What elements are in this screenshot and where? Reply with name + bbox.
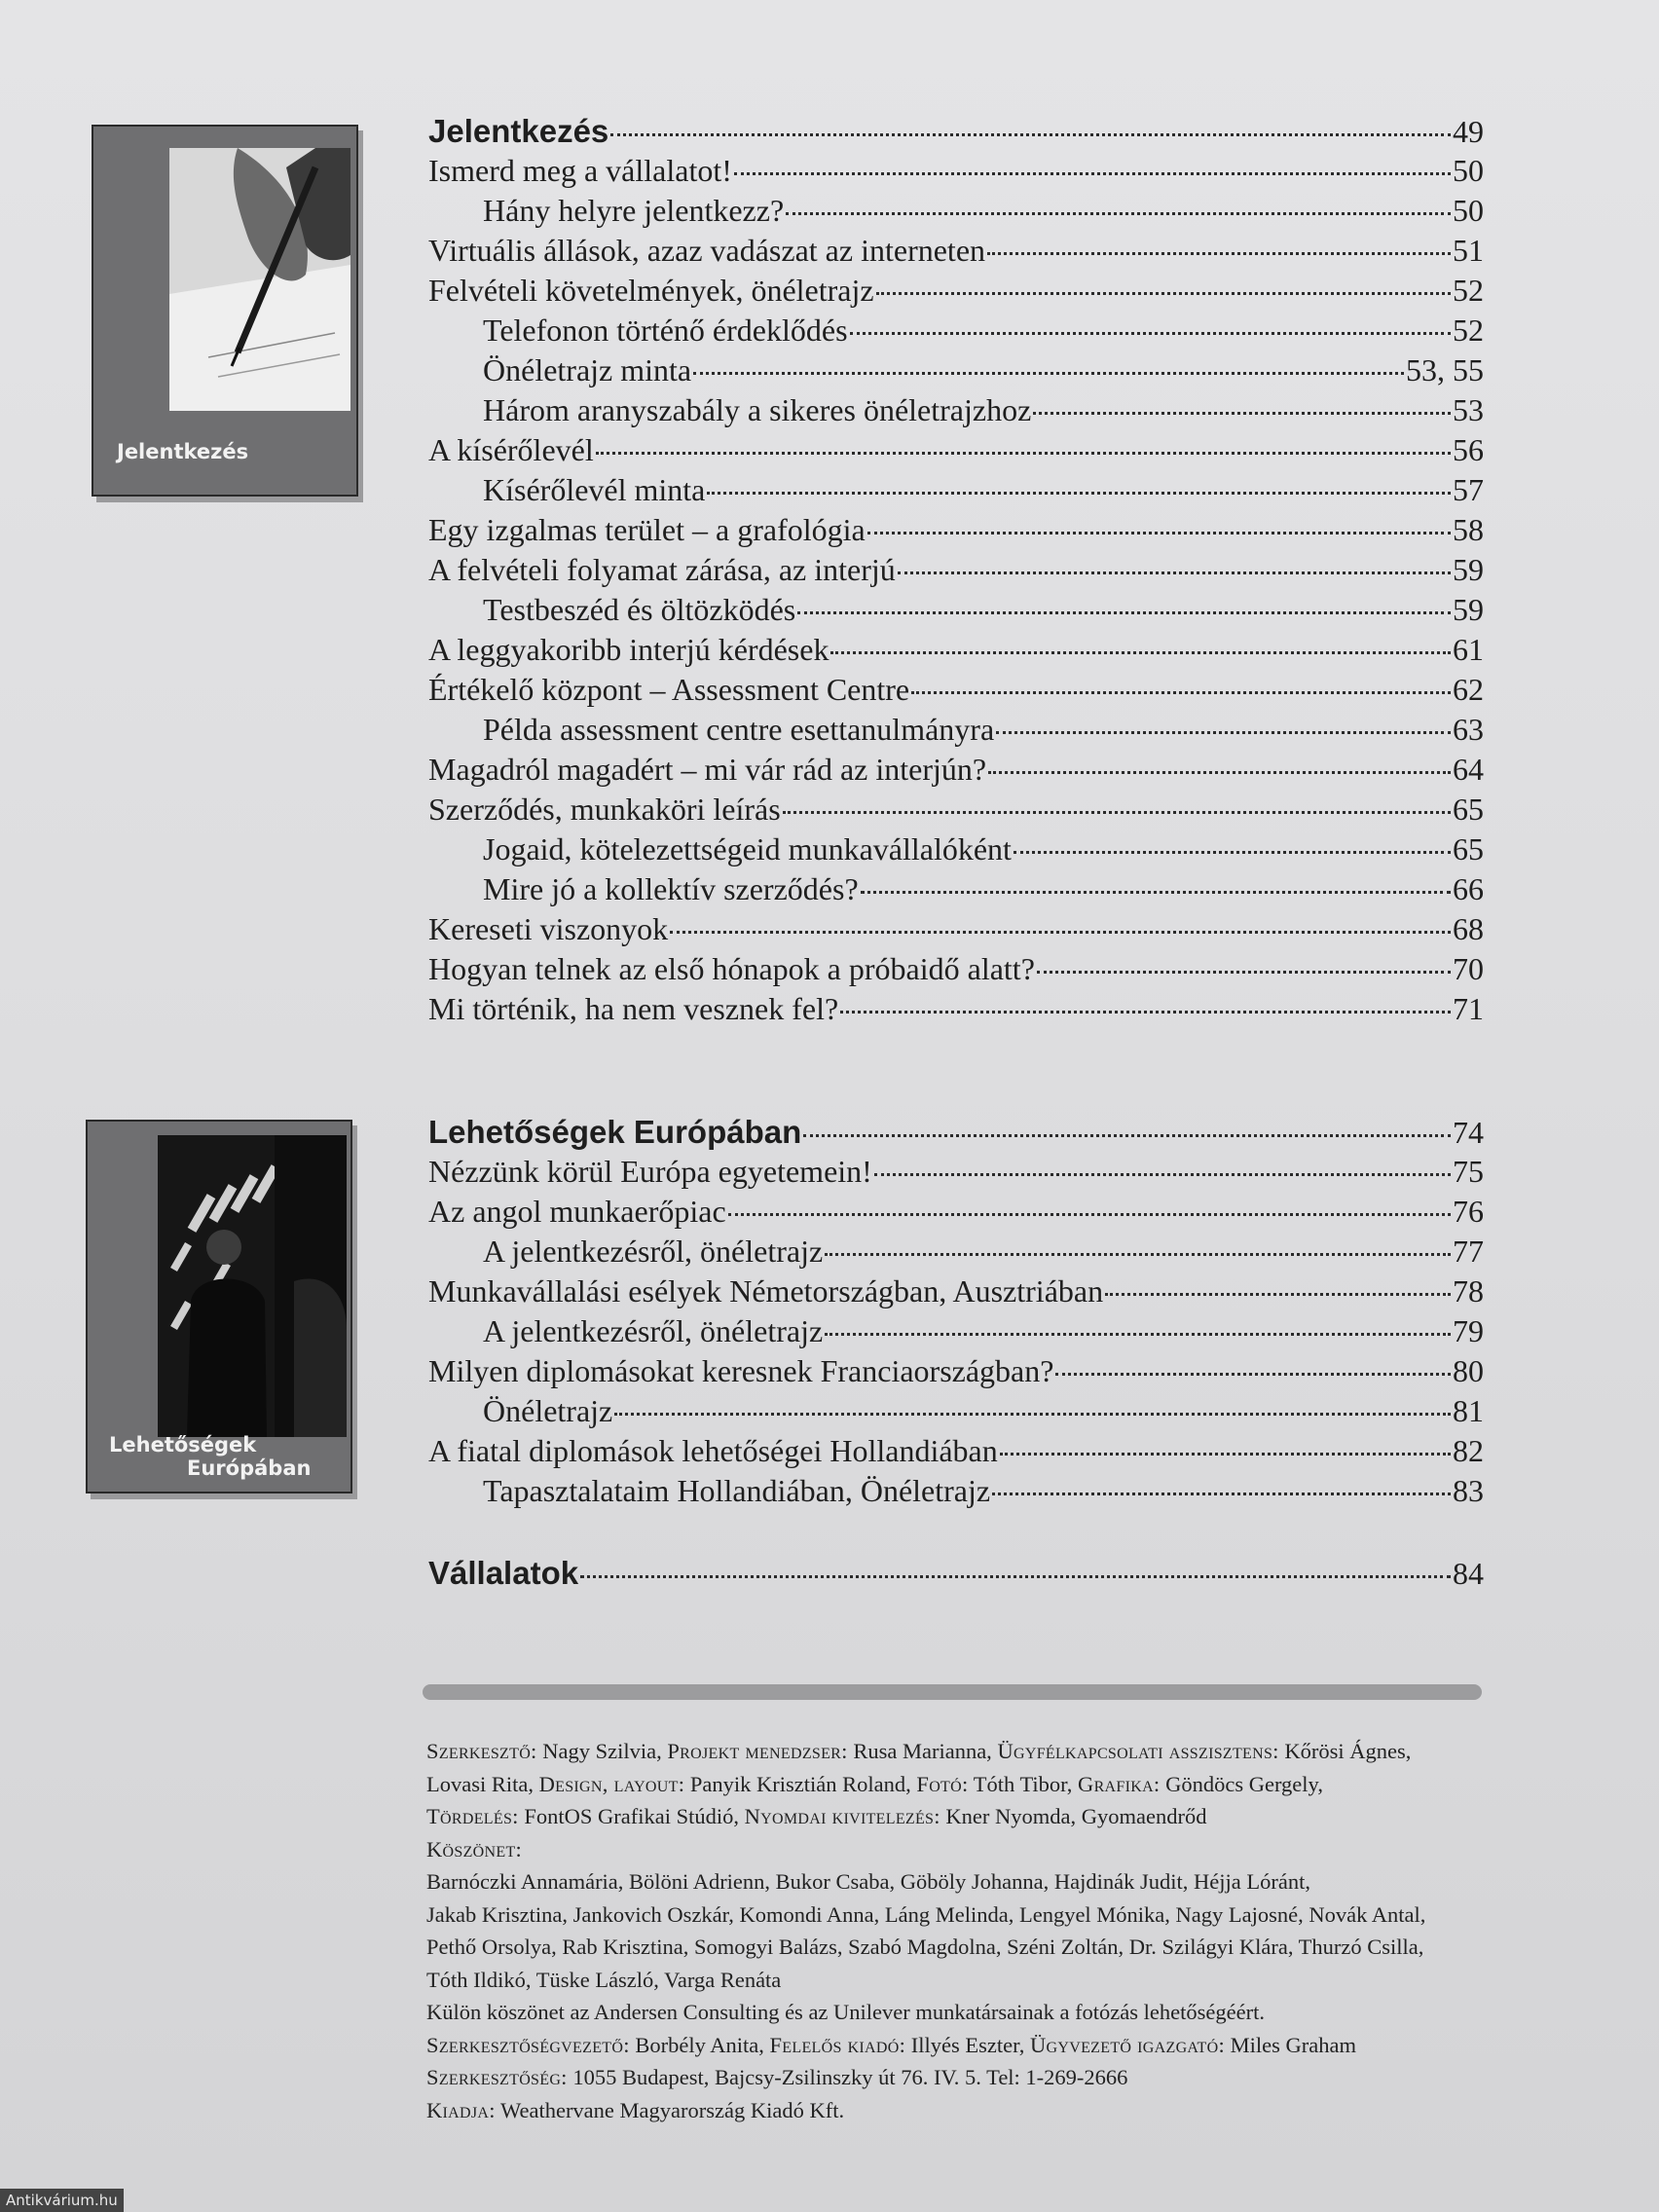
- dot-leader: [988, 771, 1451, 774]
- dot-leader: [1033, 412, 1451, 415]
- credit-text: Pethő Orsolya, Rab Krisztina, Somogyi Balázs, Szabó Magdolna, Széni Zoltán, Dr. Szilágyi Klára, Thurzó Csilla,: [426, 1935, 1424, 1959]
- toc-entry-title: Kereseti viszonyok: [428, 911, 669, 946]
- toc-entry: [428, 1471, 1484, 1511]
- toc-entry: [428, 790, 1484, 830]
- dot-leader: [596, 452, 1451, 455]
- toc-entry-title: Testbeszéd és öltözködés: [483, 592, 796, 627]
- dot-leader: [783, 811, 1451, 814]
- toc-entry-title: A jelentkezésről, önéletrajz: [483, 1313, 824, 1348]
- credit-role-label: Tördelés:: [426, 1804, 519, 1828]
- credit-text: Miles Graham: [1225, 2032, 1356, 2057]
- toc-page-number: 68: [1453, 911, 1484, 946]
- toc-entry: [428, 710, 1484, 750]
- toc-entry-title: Kísérőlevél minta: [483, 472, 706, 507]
- toc-entry-title: A kísérőlevél: [428, 432, 594, 467]
- toc-entry: [428, 989, 1484, 1029]
- credits-line: [426, 1931, 1527, 1964]
- credit-text: Borbély Anita,: [629, 2032, 770, 2057]
- credit-text: Rusa Marianna,: [847, 1739, 998, 1763]
- dot-leader: [825, 1333, 1451, 1336]
- dot-leader: [876, 292, 1451, 295]
- toc-entry: [428, 750, 1484, 790]
- credit-role-label: Ügyfélkapcsolati asszisztens:: [997, 1739, 1279, 1763]
- dot-leader: [803, 1134, 1451, 1137]
- toc-entry-title: Hány helyre jelentkezz?: [483, 193, 785, 228]
- toc-entry-title: Felvételi követelmények, önéletrajz: [428, 273, 874, 308]
- toc-page-number: 63: [1453, 712, 1484, 747]
- thumbnail-caption-line-1: Lehetőségek: [109, 1433, 257, 1456]
- toc-entry: [428, 271, 1484, 311]
- toc-entry-title: Önéletrajz minta: [483, 352, 692, 387]
- credits-block: [426, 1735, 1527, 2126]
- credits-line: [426, 1735, 1527, 1768]
- dot-leader: [874, 1173, 1451, 1176]
- credit-text: Kner Nyomda, Gyomaendrőd: [940, 1804, 1207, 1828]
- toc-entry-title: A felvételi folyamat zárása, az interjú: [428, 552, 896, 587]
- dot-leader: [861, 891, 1451, 894]
- photo-person-in-station: [158, 1135, 347, 1437]
- toc-entry: [428, 1391, 1484, 1431]
- toc-entry: [428, 670, 1484, 710]
- toc-entry: [428, 311, 1484, 350]
- toc-page-number: 64: [1453, 752, 1484, 787]
- toc-entry-title: Tapasztalataim Hollandiában, Önéletrajz: [483, 1473, 991, 1508]
- photo-hand-writing: [169, 148, 350, 411]
- credit-text: Illyés Eszter,: [905, 2032, 1030, 2057]
- credit-text: FontOS Grafikai Stúdió,: [518, 1804, 745, 1828]
- toc-page-number: 56: [1453, 432, 1484, 467]
- toc-page-number: 62: [1453, 672, 1484, 707]
- toc-page-number: 74: [1453, 1115, 1484, 1150]
- toc-page-number: 71: [1453, 991, 1484, 1026]
- credit-role-label: Ügyvezető igazgató:: [1029, 2032, 1225, 2057]
- toc-heading: [428, 1553, 1484, 1593]
- credit-text: Nagy Szilvia,: [536, 1739, 668, 1763]
- toc-entry-title: Jelentkezés: [428, 113, 609, 149]
- credit-text: Göndöcs Gergely,: [1160, 1771, 1323, 1796]
- credit-text: Tóth Ildikó, Tüske László, Varga Renáta: [426, 1967, 782, 1992]
- toc-entry-title: A leggyakoribb interjú kérdések: [428, 632, 830, 667]
- toc-entry: [428, 949, 1484, 989]
- toc-entry-title: Három aranyszabály a sikeres önéletrajzhoz: [483, 392, 1032, 427]
- dot-leader: [734, 172, 1451, 175]
- toc-page-number: 78: [1453, 1273, 1484, 1309]
- toc-entry-title: Jogaid, kötelezettségeid munkavállalóként: [483, 831, 1012, 866]
- dot-leader: [825, 1253, 1451, 1256]
- toc-entry: [428, 1311, 1484, 1351]
- toc-page-number: 53, 55: [1406, 352, 1484, 387]
- toc-entry-title: Milyen diplomásokat keresnek Franciaországban?: [428, 1353, 1054, 1388]
- credit-role-label: Nyomdai kivitelezés:: [744, 1804, 940, 1828]
- credit-text: 1055 Budapest, Bajcsy-Zsilinszky út 76. IV. 5. Tel: 1-269-2666: [567, 2065, 1128, 2089]
- dot-leader: [1014, 851, 1451, 854]
- dot-leader: [797, 611, 1451, 614]
- credit-text: Weathervane Magyarország Kiadó Kft.: [495, 2097, 845, 2122]
- dot-leader: [992, 1493, 1451, 1495]
- dot-leader: [580, 1575, 1451, 1578]
- dot-leader: [987, 252, 1451, 255]
- toc-entry-title: Mi történik, ha nem vesznek fel?: [428, 991, 839, 1026]
- toc-page-number: 50: [1453, 153, 1484, 188]
- credits-line: [426, 1964, 1527, 1997]
- toc-entry-title: Egy izgalmas terület – a grafológia: [428, 512, 866, 547]
- toc-entry: [428, 909, 1484, 949]
- toc-heading: [428, 111, 1484, 151]
- toc-page-number: 53: [1453, 392, 1484, 427]
- dot-leader: [1055, 1373, 1451, 1376]
- credit-role-label: Köszönet:: [426, 1836, 523, 1862]
- toc-entry: [428, 1351, 1484, 1391]
- toc-entry: [428, 151, 1484, 191]
- credits-line: [426, 2061, 1527, 2094]
- toc-page-number: 50: [1453, 193, 1484, 228]
- toc-entry-title: Önéletrajz: [483, 1393, 613, 1428]
- credit-text: Külön köszönet az Andersen Consulting és az Unilever munkatársainak a fotózás lehetőségéért.: [426, 2000, 1265, 2024]
- dot-leader: [867, 532, 1451, 535]
- toc-entry-title: Mire jó a kollektív szerződés?: [483, 871, 859, 906]
- dot-leader: [610, 133, 1451, 136]
- toc-entry-title: Szerződés, munkaköri leírás: [428, 792, 781, 827]
- toc-page-number: 59: [1453, 592, 1484, 627]
- credit-text: Barnóczki Annamária, Bölöni Adrienn, Bukor Csaba, Göböly Johanna, Hajdinák Judit, Héjja Lóránt,: [426, 1869, 1310, 1894]
- dot-leader: [693, 372, 1404, 375]
- dot-leader: [996, 731, 1451, 734]
- toc-entry: [428, 1232, 1484, 1272]
- toc-page-number: 83: [1453, 1473, 1484, 1508]
- toc-page-number: 79: [1453, 1313, 1484, 1348]
- credits-line: [426, 1865, 1527, 1899]
- credit-role-label: Kiadja:: [426, 2097, 496, 2122]
- dot-leader: [614, 1413, 1451, 1416]
- credit-text: Tóth Tibor,: [968, 1771, 1079, 1796]
- dot-leader: [898, 571, 1451, 574]
- toc-entry: [428, 630, 1484, 670]
- dot-leader: [840, 1011, 1451, 1014]
- toc-entry: [428, 350, 1484, 390]
- dot-leader: [1000, 1453, 1451, 1456]
- toc-page-number: 77: [1453, 1234, 1484, 1269]
- thumbnail-caption-line-2: Európában: [187, 1456, 312, 1480]
- toc-entry-title: Példa assessment centre esettanulmányra: [483, 712, 995, 747]
- toc-page-number: 52: [1453, 273, 1484, 308]
- toc-page-number: 80: [1453, 1353, 1484, 1388]
- credit-text: Jakab Krisztina, Jankovich Oszkár, Komondi Anna, Láng Melinda, Lengyel Mónika, Nagy Lajosné, Novák Antal,: [426, 1901, 1426, 1927]
- toc-page-number: 70: [1453, 951, 1484, 986]
- toc-entry: [428, 390, 1484, 430]
- credits-line: [426, 2094, 1527, 2127]
- toc-entry-title: Hogyan telnek az első hónapok a próbaidő alatt?: [428, 951, 1035, 986]
- toc-section-lehetosegek-europaban: [428, 1112, 1484, 1511]
- divider-bar: [423, 1684, 1482, 1700]
- section-thumbnail-jelentkezes: [92, 125, 358, 497]
- toc-entry: [428, 550, 1484, 590]
- toc-entry: [428, 1272, 1484, 1311]
- watermark: Antikvárium.hu: [0, 2189, 124, 2212]
- dot-leader: [728, 1213, 1451, 1216]
- credit-text: Lovasi Rita,: [426, 1771, 539, 1796]
- toc-section-vallalatok: [428, 1553, 1484, 1593]
- credit-role-label: Projekt menedzser:: [667, 1739, 848, 1763]
- toc-entry: [428, 1192, 1484, 1232]
- toc-page-number: 65: [1453, 831, 1484, 866]
- toc-page-number: 61: [1453, 632, 1484, 667]
- toc-page-number: 51: [1453, 233, 1484, 268]
- thumbnail-caption: Jelentkezés: [117, 440, 249, 463]
- toc-heading: [428, 1112, 1484, 1152]
- toc-page-number: 58: [1453, 512, 1484, 547]
- toc-entry: [428, 231, 1484, 271]
- toc-entry: [428, 1431, 1484, 1471]
- dot-leader: [786, 212, 1451, 215]
- toc-page-number: 84: [1453, 1556, 1484, 1591]
- dot-leader: [1037, 971, 1451, 974]
- credits-line: [426, 1996, 1527, 2029]
- toc-entry: [428, 1152, 1484, 1192]
- toc-page-number: 76: [1453, 1194, 1484, 1229]
- toc-page-number: 49: [1453, 114, 1484, 149]
- toc-entry: [428, 470, 1484, 510]
- credit-role-label: Szerkesztő:: [426, 1739, 537, 1763]
- credit-text: Kőrösi Ágnes,: [1278, 1739, 1412, 1763]
- toc-entry: [428, 869, 1484, 909]
- credit-role-label: Szerkesztőségvezető:: [426, 2032, 630, 2057]
- dot-leader: [707, 492, 1451, 495]
- thumbnail-caption: [109, 1433, 311, 1480]
- toc-page-number: 59: [1453, 552, 1484, 587]
- credits-line: [426, 2029, 1527, 2062]
- toc-entry-title: Virtuális állások, azaz vadászat az interneten: [428, 233, 986, 268]
- toc-entry: [428, 830, 1484, 869]
- credit-role-label: Fotó:: [916, 1771, 969, 1796]
- toc-entry-title: Munkavállalási esélyek Németországban, Ausztriában: [428, 1273, 1104, 1309]
- dot-leader: [1105, 1293, 1451, 1296]
- toc-entry-title: Nézzünk körül Európa egyetemein!: [428, 1154, 872, 1189]
- toc-page-number: 82: [1453, 1433, 1484, 1468]
- toc-entry: [428, 430, 1484, 470]
- credit-role-label: Szerkesztőség:: [426, 2065, 568, 2089]
- credits-line: [426, 1833, 1527, 1866]
- toc-page-number: 65: [1453, 792, 1484, 827]
- toc-page-number: 52: [1453, 313, 1484, 348]
- credit-role-label: Felelős kiadó:: [769, 2032, 906, 2057]
- credit-role-label: Grafika:: [1078, 1771, 1161, 1796]
- toc-entry-title: Az angol munkaerőpiac: [428, 1194, 726, 1229]
- toc-page-number: 66: [1453, 871, 1484, 906]
- section-thumbnail-lehetosegek-europaban: [86, 1120, 352, 1493]
- credits-line: [426, 1768, 1527, 1801]
- toc-entry-title: A jelentkezésről, önéletrajz: [483, 1234, 824, 1269]
- toc-page-number: 81: [1453, 1393, 1484, 1428]
- toc-entry: [428, 510, 1484, 550]
- toc-entry-title: Vállalatok: [428, 1555, 579, 1591]
- toc-entry-title: A fiatal diplomások lehetőségei Hollandiában: [428, 1433, 998, 1468]
- toc-page-number: 57: [1453, 472, 1484, 507]
- toc-entry-title: Magadról magadért – mi vár rád az interjún?: [428, 752, 987, 787]
- credits-line: [426, 1899, 1527, 1932]
- toc-page-number: 75: [1453, 1154, 1484, 1189]
- toc-entry-title: Értékelő központ – Assessment Centre: [428, 672, 910, 707]
- credit-role-label: Design, layout:: [538, 1771, 685, 1796]
- dot-leader: [911, 691, 1451, 694]
- dot-leader: [850, 332, 1451, 335]
- toc-entry: [428, 590, 1484, 630]
- toc-section-jelentkezes: [428, 111, 1484, 1029]
- credit-text: Panyik Krisztián Roland,: [684, 1771, 917, 1796]
- toc-entry: [428, 191, 1484, 231]
- dot-leader: [670, 931, 1451, 934]
- toc-entry-title: Telefonon történő érdeklődés: [483, 313, 848, 348]
- toc-entry-title: Ismerd meg a vállalatot!: [428, 153, 732, 188]
- toc-entry-title: Lehetőségek Európában: [428, 1114, 802, 1150]
- credits-line: [426, 1800, 1527, 1833]
- dot-leader: [830, 651, 1451, 654]
